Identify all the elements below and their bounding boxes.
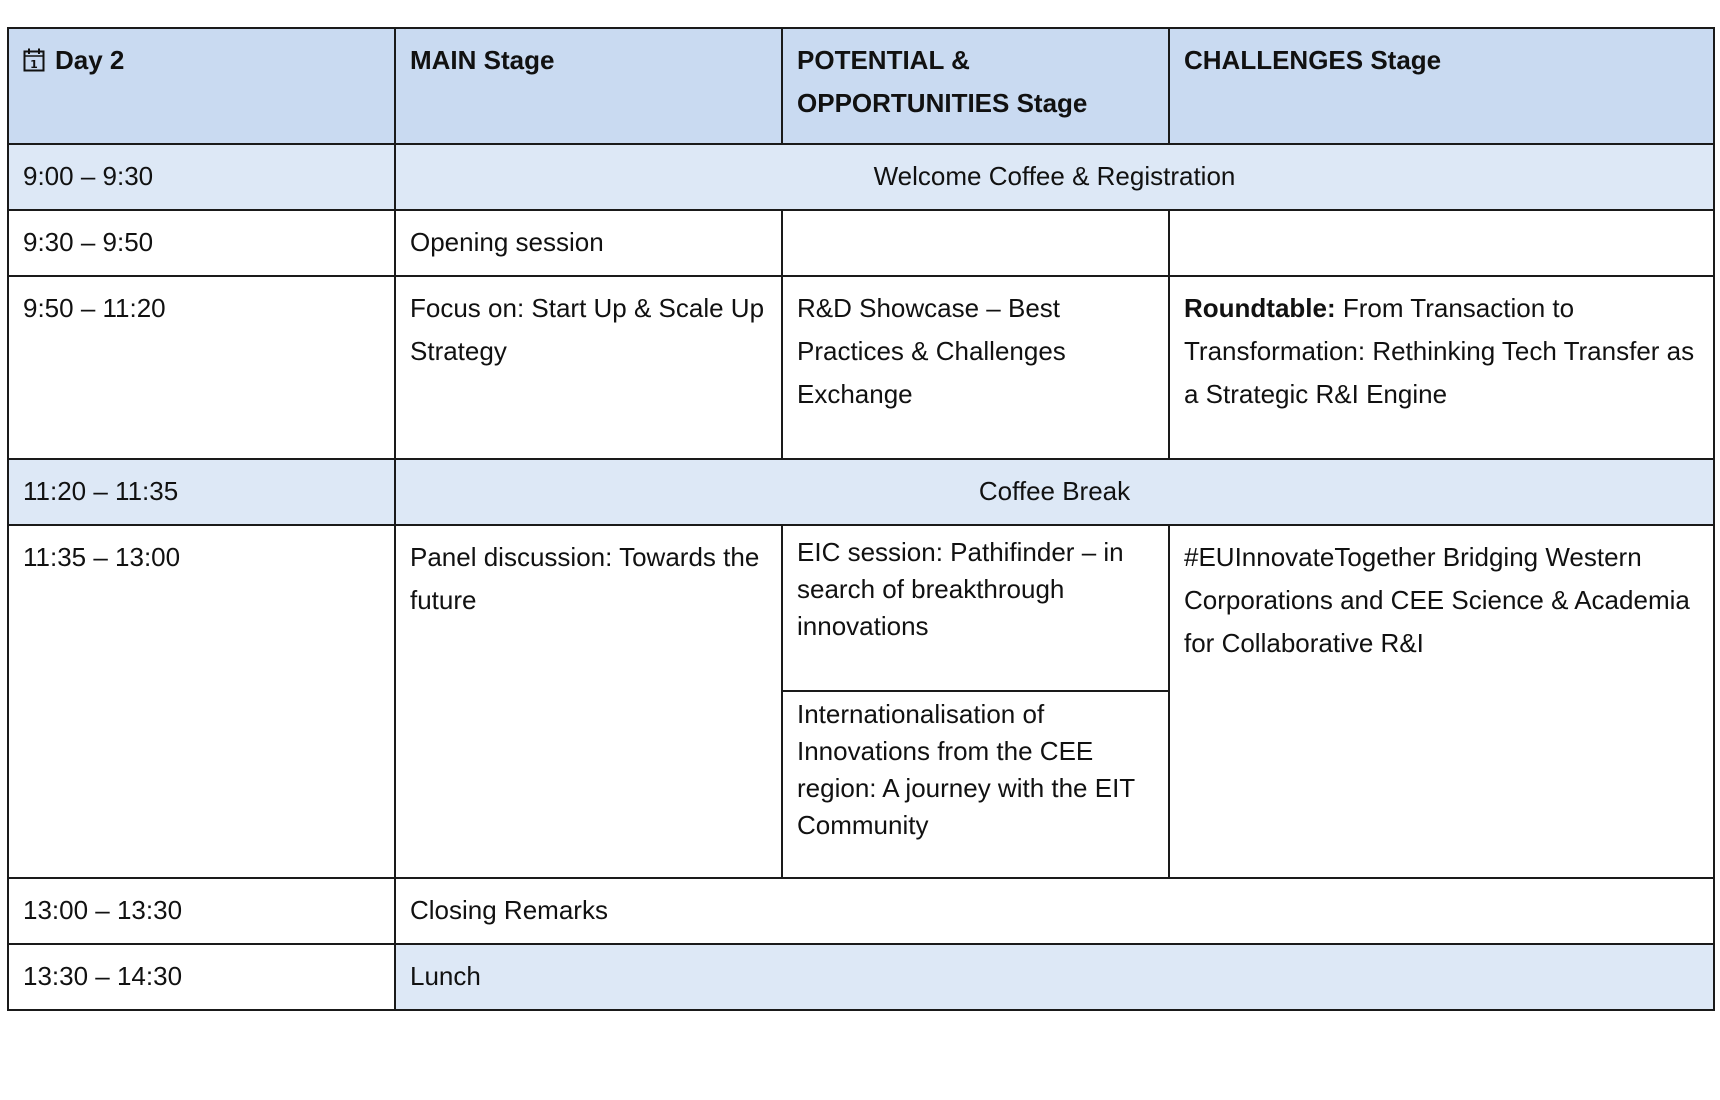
header-row	[8, 28, 1714, 144]
time-cell: 9:00 – 9:30	[8, 144, 395, 210]
main-stage-header: MAIN Stage	[395, 28, 782, 144]
time-cell: 11:20 – 11:35	[8, 459, 395, 525]
session-cell-potential	[782, 210, 1169, 276]
time-cell: 9:30 – 9:50	[8, 210, 395, 276]
session-cell-all: Coffee Break	[395, 459, 1714, 525]
challenges-stage-header: CHALLENGES Stage	[1169, 28, 1714, 144]
session-cell-challenges	[1169, 210, 1714, 276]
session-cell-all: Welcome Coffee & Registration	[395, 144, 1714, 210]
day-header-cell	[8, 28, 395, 144]
session-cell-potential: R&D Showcase – Best Practices & Challenges Exchange	[782, 276, 1169, 459]
time-cell: 13:00 – 13:30	[8, 878, 395, 944]
table-row	[8, 525, 1714, 878]
svg-text:1: 1	[30, 58, 38, 71]
table-row	[8, 944, 1714, 1010]
eic-session: EIC session: Pathifinder – in search of breakthrough innovations	[783, 526, 1168, 692]
session-cell-challenges	[1169, 276, 1714, 459]
eit-session: Internationalisation of Innovations from the CEE region: A journey with the EIT Community	[797, 699, 1135, 840]
roundtable-label: Roundtable:	[1184, 293, 1336, 323]
table-row	[8, 210, 1714, 276]
table-row	[8, 276, 1714, 459]
session-cell-main: Focus on: Start Up & Scale Up Strategy	[395, 276, 782, 459]
session-cell-challenges: #EUInnovateTogether Bridging Western Corporations and CEE Science & Academia for Collaborative R&I	[1169, 525, 1714, 878]
session-cell-main: Panel discussion: Towards the future	[395, 525, 782, 878]
calendar-icon	[23, 48, 45, 72]
time-cell: 9:50 – 11:20	[8, 276, 395, 459]
roundtable-title: From Transaction to Transformation: Rethinking Tech Transfer as a Strategic R&I Engine	[1184, 293, 1695, 409]
schedule-table	[7, 27, 1715, 1011]
table-row	[8, 459, 1714, 525]
session-cell-all: Closing Remarks	[395, 878, 1714, 944]
time-cell: 13:30 – 14:30	[8, 944, 395, 1010]
session-cell-potential	[782, 525, 1169, 878]
time-cell: 11:35 – 13:00	[8, 525, 395, 878]
session-cell-all: Lunch	[395, 944, 1714, 1010]
table-row	[8, 144, 1714, 210]
potential-stage-header: POTENTIAL & OPPORTUNITIES Stage	[782, 28, 1169, 144]
session-cell-main: Opening session	[395, 210, 782, 276]
table-row	[8, 878, 1714, 944]
day-label: Day 2	[55, 45, 125, 75]
